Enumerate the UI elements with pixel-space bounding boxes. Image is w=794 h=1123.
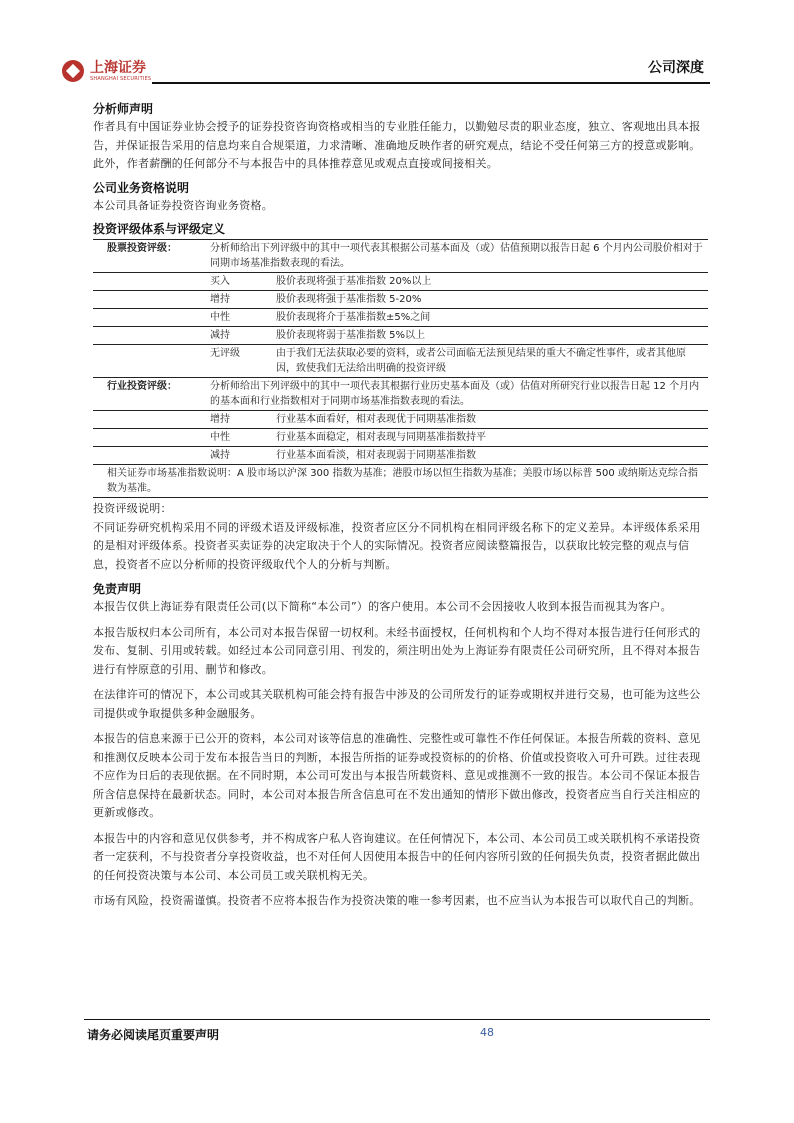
rating-level-desc: 行业基本面稳定，相对表现与同期基准指数持平: [272, 429, 708, 447]
rating-definition-table: [93, 239, 708, 498]
qualification-title: 公司业务资格说明: [93, 180, 190, 195]
industry-rating-label: 行业投资评级：: [93, 378, 206, 411]
logo-name: 上海证券: [90, 59, 146, 76]
logo-name-en: SHANGHAI SECURITIES: [90, 75, 152, 82]
rating-level-desc: 股价表现将强于基准指数 5-20%: [272, 291, 708, 309]
rating-level: 中性: [206, 309, 272, 327]
rating-level-desc: 行业基本面看好，相对表现优于同期基准指数: [272, 411, 708, 429]
company-logo: [62, 60, 151, 82]
industry-rating-desc: 分析师给出下列评级中的其中一项代表其根据行业历史基本面及（或）估值对所研究行业以报告日起 12 个月内的基本面和行业指数相对于同期市场基准指数表现的看法。: [206, 378, 708, 411]
analyst-statement-text: 作者具有中国证券业协会授予的证券投资咨询资格或相当的专业胜任能力，以勤勉尽责的职业态度，独立、客观地出具本报告，并保证报告采用的信息均来自合规渠道，力求清晰、准确地反映作者的研究观点，结论不受任何第三方的授意或影响。此外，作者薪酬的任何部分不与本报告中的具体推荐意见或观点直接或间接相关。: [93, 120, 701, 170]
logo-icon: [62, 60, 84, 82]
rating-system-title: 投资评级体系与评级定义: [93, 222, 226, 236]
stock-rating-label: 股票投资评级：: [93, 240, 206, 273]
disclaimer-paragraph: 市场有风险，投资需谨慎。投资者不应将本报告作为投资决策的唯一参考因素，也不应当认为本报告可以取代自己的判断。: [93, 894, 701, 907]
rating-level-desc: 股价表现将介于基准指数±5%之间: [272, 309, 708, 327]
rating-level: 买入: [206, 273, 272, 291]
rating-explain-text: 不同证券研究机构采用不同的评级术语及评级标准，投资者应区分不同机构在相同评级名称下的定义差异。本评级体系采用的是相对评级体系。投资者买卖证券的决定取决于个人的实际情况。投资者应阅读整篇报告，以获取比较完整的观点与信息，投资者不应以分析师的投资评级取代个人的分析与判断。: [93, 520, 701, 571]
analyst-statement-title: 分析师声明: [93, 102, 154, 116]
page-number: 48: [480, 1026, 494, 1039]
disclaimer-paragraph: 本报告版权归本公司所有，本公司对本报告保留一切权利。未经书面授权，任何机构和个人均不得对本报告进行任何形式的发布、复制、引用或转载。如经过本公司同意引用、刊发的，须注明出处为上海证券有限责任公司研究所，且不得对本报告进行有悖原意的引用、删节和修改。: [93, 625, 701, 676]
qualification-text: 本公司具备证券投资咨询业务资格。: [93, 198, 273, 212]
disclaimer-paragraph: 在法律许可的情况下，本公司或其关联机构可能会持有报告中涉及的公司所发行的证券或期权并进行交易，也可能为这些公司提供或争取提供多种金融服务。: [93, 688, 701, 720]
rating-level-desc: 股价表现将弱于基准指数 5%以上: [272, 327, 708, 345]
disclaimer-title: 免责声明: [93, 582, 142, 596]
report-type-tag: 公司深度: [648, 60, 704, 76]
footer-divider: [84, 1019, 710, 1020]
rating-level: 减持: [206, 327, 272, 345]
rating-level: 无评级: [206, 345, 272, 378]
rating-level: 增持: [206, 291, 272, 309]
rating-level-desc: 行业基本面看淡，相对表现弱于同期基准指数: [272, 447, 708, 465]
stock-rating-desc: 分析师给出下列评级中的其中一项代表其根据公司基本面及（或）估值预期以报告日起 6 个月内公司股价相对于同期市场基准指数表现的看法。: [206, 240, 708, 273]
rating-level-desc: 由于我们无法获取必要的资料，或者公司面临无法预见结果的重大不确定性事件，或者其他原因，致使我们无法给出明确的投资评级: [272, 345, 708, 378]
footer-notice: 请务必阅读尾页重要声明: [87, 1028, 220, 1042]
benchmark-note: 相关证券市场基准指数说明：A 股市场以沪深 300 指数为基准；港股市场以恒生指数为基准；美股市场以标普 500 或纳斯达克综合指数为基准。: [93, 465, 708, 498]
rating-level: 增持: [206, 411, 272, 429]
disclaimer-paragraph: 本报告仅供上海证券有限责任公司(以下简称“本公司”）的客户使用。本公司不会因接收人收到本报告而视其为客户。: [93, 600, 672, 613]
disclaimer-paragraph: 本报告的信息来源于已公开的资料，本公司对该等信息的准确性、完整性或可靠性不作任何保证。本报告所载的资料、意见和推测仅反映本公司于发布本报告当日的判断，本报告所指的证券或投资标的的价格、价值或投资收入可升可跌。过往表现不应作为日后的表现依据。在不同时期，本公司可发出与本报告所载资料、意见或推测不一致的报告。本公司不保证本报告所含信息保持在最新状态。同时，本公司对本报告所含信息可在不发出通知的情形下做出修改，投资者应当自行关注相应的更新或修改。: [93, 732, 701, 819]
header-divider: [152, 82, 710, 84]
rating-level: 中性: [206, 429, 272, 447]
rating-level-desc: 股价表现将强于基准指数 20%以上: [272, 273, 708, 291]
rating-explain-title: 投资评级说明：: [93, 502, 172, 515]
disclaimer-paragraph: 本报告中的内容和意见仅供参考，并不构成客户私人咨询建议。在任何情况下，本公司、本公司员工或关联机构不承诺投资者一定获利，不与投资者分享投资收益，也不对任何人因使用本报告中的任何内容所引致的任何损失负责，投资者据此做出的任何投资决策与本公司、本公司员工或关联机构无关。: [93, 831, 701, 882]
rating-level: 减持: [206, 447, 272, 465]
page-content: [93, 100, 708, 911]
